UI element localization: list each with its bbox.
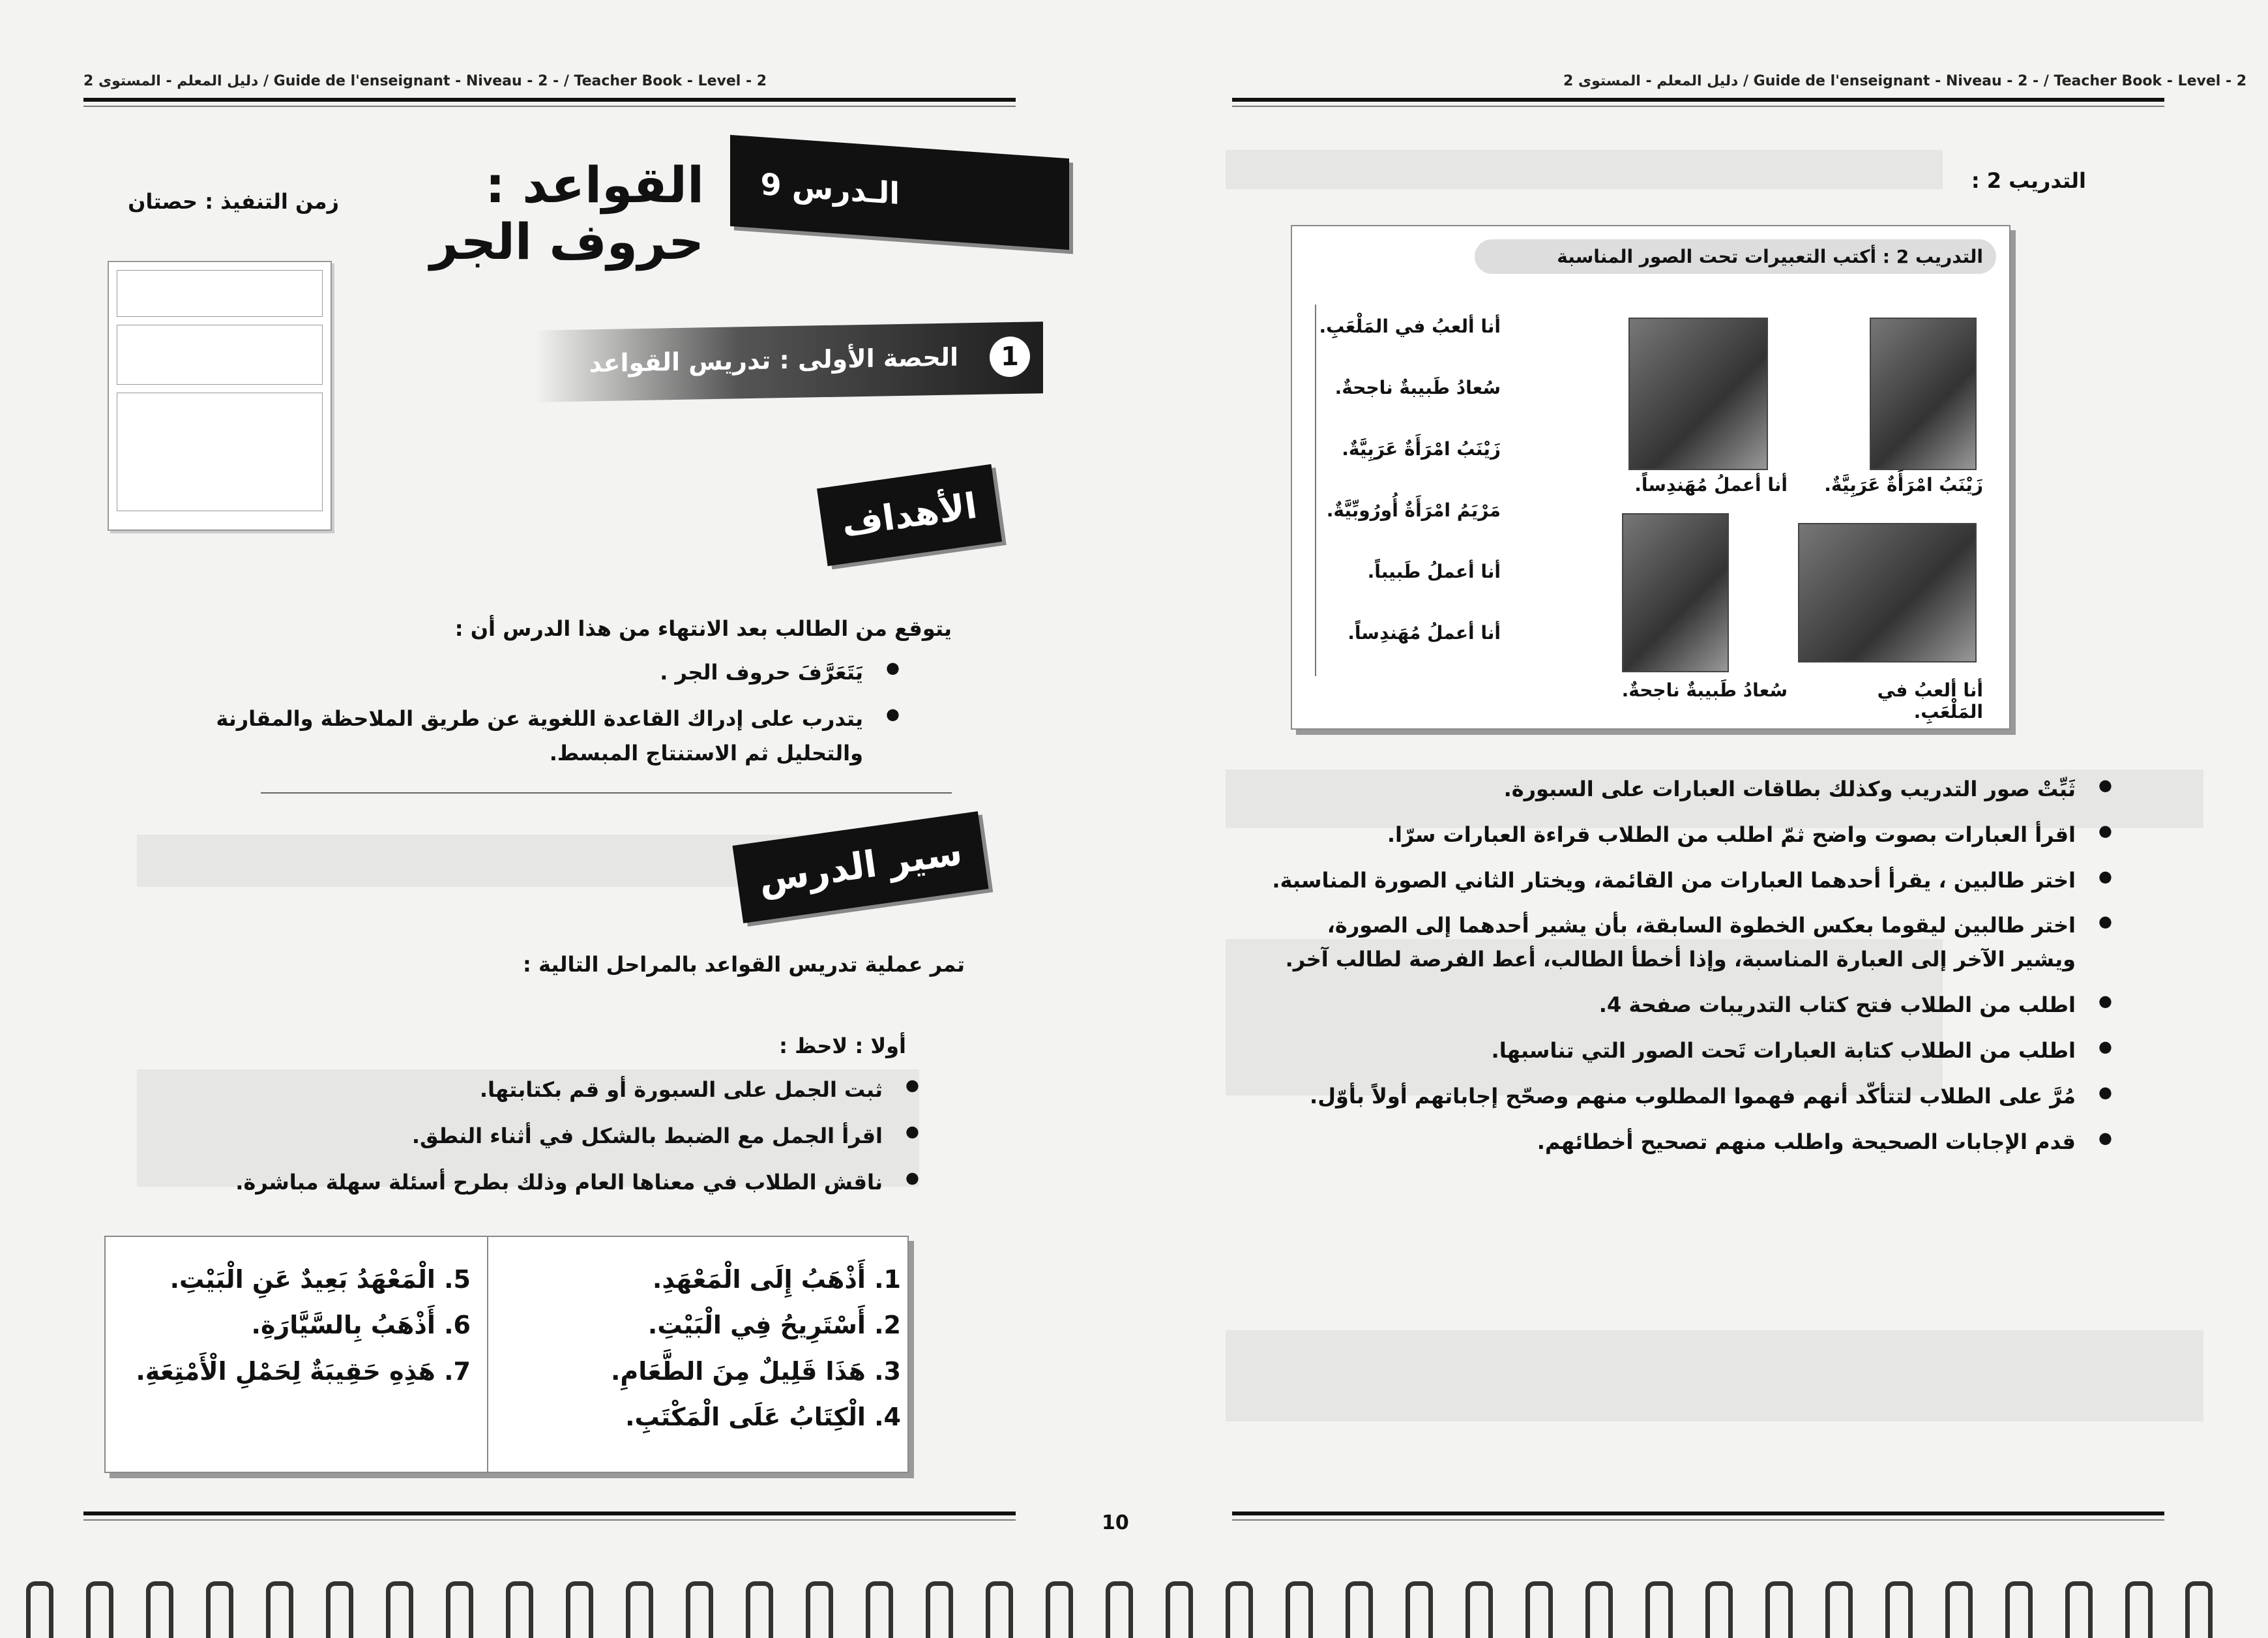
- caption: زَيْنَبُ امْرَأَةٌ عَرَبِيَّةٌ.: [1824, 474, 1983, 496]
- spiral-ring-icon: [1166, 1581, 1193, 1638]
- phrase: زَيْنَبُ امْرَأَةٌ عَرَبِيَّةٌ.: [1342, 438, 1501, 460]
- spiral-ring-icon: [1046, 1581, 1073, 1638]
- lesson-title-line1: القواعد :: [485, 156, 704, 214]
- sentences-box: [104, 1236, 909, 1473]
- instruction-item: ● مُرَّ على الطلاب لتتأكّد أنهم فهموا المطلوب منهم وصحّح إجاباتهم أولاً بأوّل.: [1265, 1080, 2112, 1114]
- spiral-ring-icon: [1286, 1581, 1313, 1638]
- caption: أنا ألعبُ في المَلْعَبِ.: [1877, 679, 1983, 722]
- objective-item: ● يتدرب على إدراك القاعدة اللغوية عن طريق الملاحظة والمقارنة والتحليل ثم الاستنتاج المبسط.: [176, 702, 900, 771]
- spiral-ring-icon: [2125, 1581, 2153, 1638]
- spiral-ring-icon: [866, 1581, 893, 1638]
- objectives-banner: الأهداف: [817, 464, 1002, 566]
- header-rule-left: [83, 98, 1016, 102]
- instruction-item: ● اقرأ العبارات بصوت واضح ثمّ اطلب من الطلاب قراءة العبارات سرّا.: [1265, 818, 2112, 852]
- lesson-tag: الـدرس 9: [730, 135, 1069, 250]
- step1-item: ● اقرأ الجمل مع الضبط بالشكل في أثناء النطق.: [196, 1119, 919, 1154]
- phrase: سُعادُ طَبيبةٌ ناجحةٌ.: [1334, 377, 1501, 398]
- footer-rule-left-thin: [83, 1519, 1016, 1521]
- spiral-ring-icon: [266, 1581, 293, 1638]
- spiral-ring-icon: [806, 1581, 833, 1638]
- step1-item: ● ثبت الجمل على السبورة أو قم بكتابتها.: [196, 1073, 919, 1107]
- footer-rule-left: [83, 1511, 1016, 1515]
- lesson-title-line2: حروف الجر: [430, 213, 704, 271]
- objectives-intro: يتوقع من الطالب بعد الانتهاء من هذا الدرس أن :: [454, 616, 952, 641]
- instruction-item: ● ثَبِّتْ صور التدريب وكذلك بطاقات العبارات على السبورة.: [1265, 773, 2112, 807]
- spiral-ring-icon: [986, 1581, 1013, 1638]
- page-number: 10: [1102, 1511, 1129, 1534]
- phrase-column-border: [1315, 305, 1316, 676]
- session-banner: الحصة الأولى : تدريس القواعد 1: [535, 321, 1043, 402]
- instruction-item: ● اختر طالبين ، يقرأ أحدهما العبارات من القائمة، ويختار الثاني الصورة المناسبة.: [1265, 864, 2112, 898]
- exercise2-box: [1291, 225, 2010, 730]
- spiral-ring-icon: [446, 1581, 473, 1638]
- spiral-ring-icon: [926, 1581, 953, 1638]
- spiral-ring-icon: [326, 1581, 353, 1638]
- step1-title: أولا : لاحظ :: [779, 1034, 906, 1058]
- objective-item: ● يَتَعَرَّفَ حروف الجر .: [176, 655, 900, 690]
- sentence: 4. الْكِتَابُ عَلَى الْمَكْتَبِ.: [625, 1402, 901, 1431]
- spiral-ring-icon: [146, 1581, 173, 1638]
- objectives-divider: [261, 792, 952, 794]
- spiral-ring-icon: [2185, 1581, 2213, 1638]
- spiral-ring-icon: [1645, 1581, 1673, 1638]
- instruction-item: ● اختر طالبين ليقوما بعكس الخطوة السابقة، بأن يشير أحدهما إلى الصورة، ويشير الآخر إلى العبارة المناسبة، وإذا أخطأ الطالب، أعط الفرصة لطالب آخر.: [1265, 909, 2112, 977]
- spiral-ring-icon: [1525, 1581, 1553, 1638]
- spiral-ring-icon: [1885, 1581, 1913, 1638]
- sentence: 5. الْمَعْهَدُ بَعِيدٌ عَنِ الْبَيْتِ.: [169, 1265, 471, 1294]
- instruction-item: ● قدم الإجابات الصحيحة واطلب منهم تصحيح أخطائهم.: [1265, 1125, 2112, 1159]
- sentence: 3. هَذَا قَلِيلٌ مِنَ الطَّعَامِ.: [611, 1356, 901, 1386]
- step1-item: ● ناقش الطلاب في معناها العام وذلك بطرح أسئلة سهلة مباشرة.: [196, 1165, 919, 1200]
- photo-doctor: [1622, 513, 1729, 672]
- sentence: 6. أَذْهَبُ بِالسَّيَّارَةِ.: [251, 1311, 471, 1340]
- sentences-divider: [487, 1237, 488, 1472]
- footer-rule-right: [1232, 1511, 2164, 1515]
- spiral-ring-icon: [626, 1581, 653, 1638]
- spiral-ring-icon: [746, 1581, 773, 1638]
- spiral-ring-icon: [1465, 1581, 1493, 1638]
- phrase: أنا ألعبُ في المَلْعَبِ.: [1319, 316, 1501, 337]
- spiral-ring-icon: [1346, 1581, 1373, 1638]
- session-number-badge: 1: [990, 336, 1030, 378]
- procedure-banner: سير الدرس: [732, 811, 988, 923]
- header-rule-right-thin: [1232, 106, 2164, 107]
- spiral-ring-icon: [1406, 1581, 1433, 1638]
- phrase: أنا أعملُ مُهَندِساً.: [1348, 622, 1501, 644]
- student-page-thumbnail: [108, 261, 332, 531]
- spiral-ring-icon: [1106, 1581, 1133, 1638]
- spiral-ring-icon: [26, 1581, 53, 1638]
- sentences-left-column: [132, 1257, 471, 1394]
- instruction-item: ● اطلب من الطلاب كتابة العبارات تَحت الصور التي تناسبها.: [1265, 1034, 2112, 1068]
- sentence: 2. أَسْتَرِيحُ فِي الْبَيْتِ.: [647, 1311, 901, 1340]
- spiral-ring-icon: [506, 1581, 533, 1638]
- instruction-item: ● اطلب من الطلاب فتح كتاب التدريبات صفحة 4.: [1265, 989, 2112, 1022]
- photo-playground: [1798, 523, 1977, 663]
- header-rule-right: [1232, 98, 2164, 102]
- caption: أنا أعملُ مُهَندِساً.: [1634, 474, 1788, 496]
- exercise2-label: التدريب 2 :: [1971, 168, 2086, 193]
- phrase: مَرْيَمُ امْرَأَةٌ أُورُوبِّيَّةٌ.: [1326, 499, 1501, 521]
- photo-woman: [1870, 318, 1977, 470]
- running-header-left: دليل المعلم - المستوى 2 / Guide de l'enseignant - Niveau - 2 - / Teacher Book - Level - 2: [83, 73, 767, 89]
- duration: زمن التنفيذ : حصتان: [128, 189, 339, 214]
- sentence: 7. هَذِهِ حَقِيبَةٌ لِحَمْلِ الْأَمْتِعَةِ.: [136, 1356, 471, 1386]
- sentences-right-column: [529, 1257, 901, 1440]
- spiral-ring-icon: [86, 1581, 113, 1638]
- spiral-ring-icon: [1825, 1581, 1853, 1638]
- step1-list: [196, 1073, 919, 1211]
- phrase-column: [1318, 318, 1501, 685]
- spiral-ring-icon: [1765, 1581, 1793, 1638]
- spiral-ring-icon: [566, 1581, 593, 1638]
- spiral-ring-icon: [1585, 1581, 1613, 1638]
- spiral-ring-icon: [1705, 1581, 1733, 1638]
- spiral-ring-icon: [1945, 1581, 1973, 1638]
- objectives-list: [176, 655, 900, 782]
- running-header-right: دليل المعلم - المستوى 2 / Guide de l'enseignant - Niveau - 2 - / Teacher Book - Level - 2: [1563, 73, 2247, 89]
- header-rule-left-thin: [83, 106, 1016, 107]
- spiral-ring-icon: [386, 1581, 413, 1638]
- spiral-ring-icon: [206, 1581, 233, 1638]
- footer-rule-right-thin: [1232, 1519, 2164, 1521]
- photo-engineer: [1628, 318, 1768, 470]
- sentence: 1. أَذْهَبُ إِلَى الْمَعْهَدِ.: [652, 1265, 901, 1294]
- spiral-ring-icon: [2065, 1581, 2093, 1638]
- exercise2-box-title: التدريب 2 : أكتب التعبيرات تحت الصور المناسبة: [1475, 239, 1996, 274]
- spiral-ring-icon: [686, 1581, 713, 1638]
- phrase: أنا أعملُ طَبيباً.: [1367, 561, 1501, 582]
- spiral-ring-icon: [2005, 1581, 2033, 1638]
- spiral-ring-icon: [1226, 1581, 1253, 1638]
- procedure-intro: تمر عملية تدريس القواعد بالمراحل التالية :: [523, 952, 965, 977]
- caption: سُعادُ طَبيبةٌ ناجحةٌ.: [1621, 679, 1788, 701]
- lesson-title: [365, 156, 704, 271]
- exercise2-instructions: [1265, 773, 2112, 1170]
